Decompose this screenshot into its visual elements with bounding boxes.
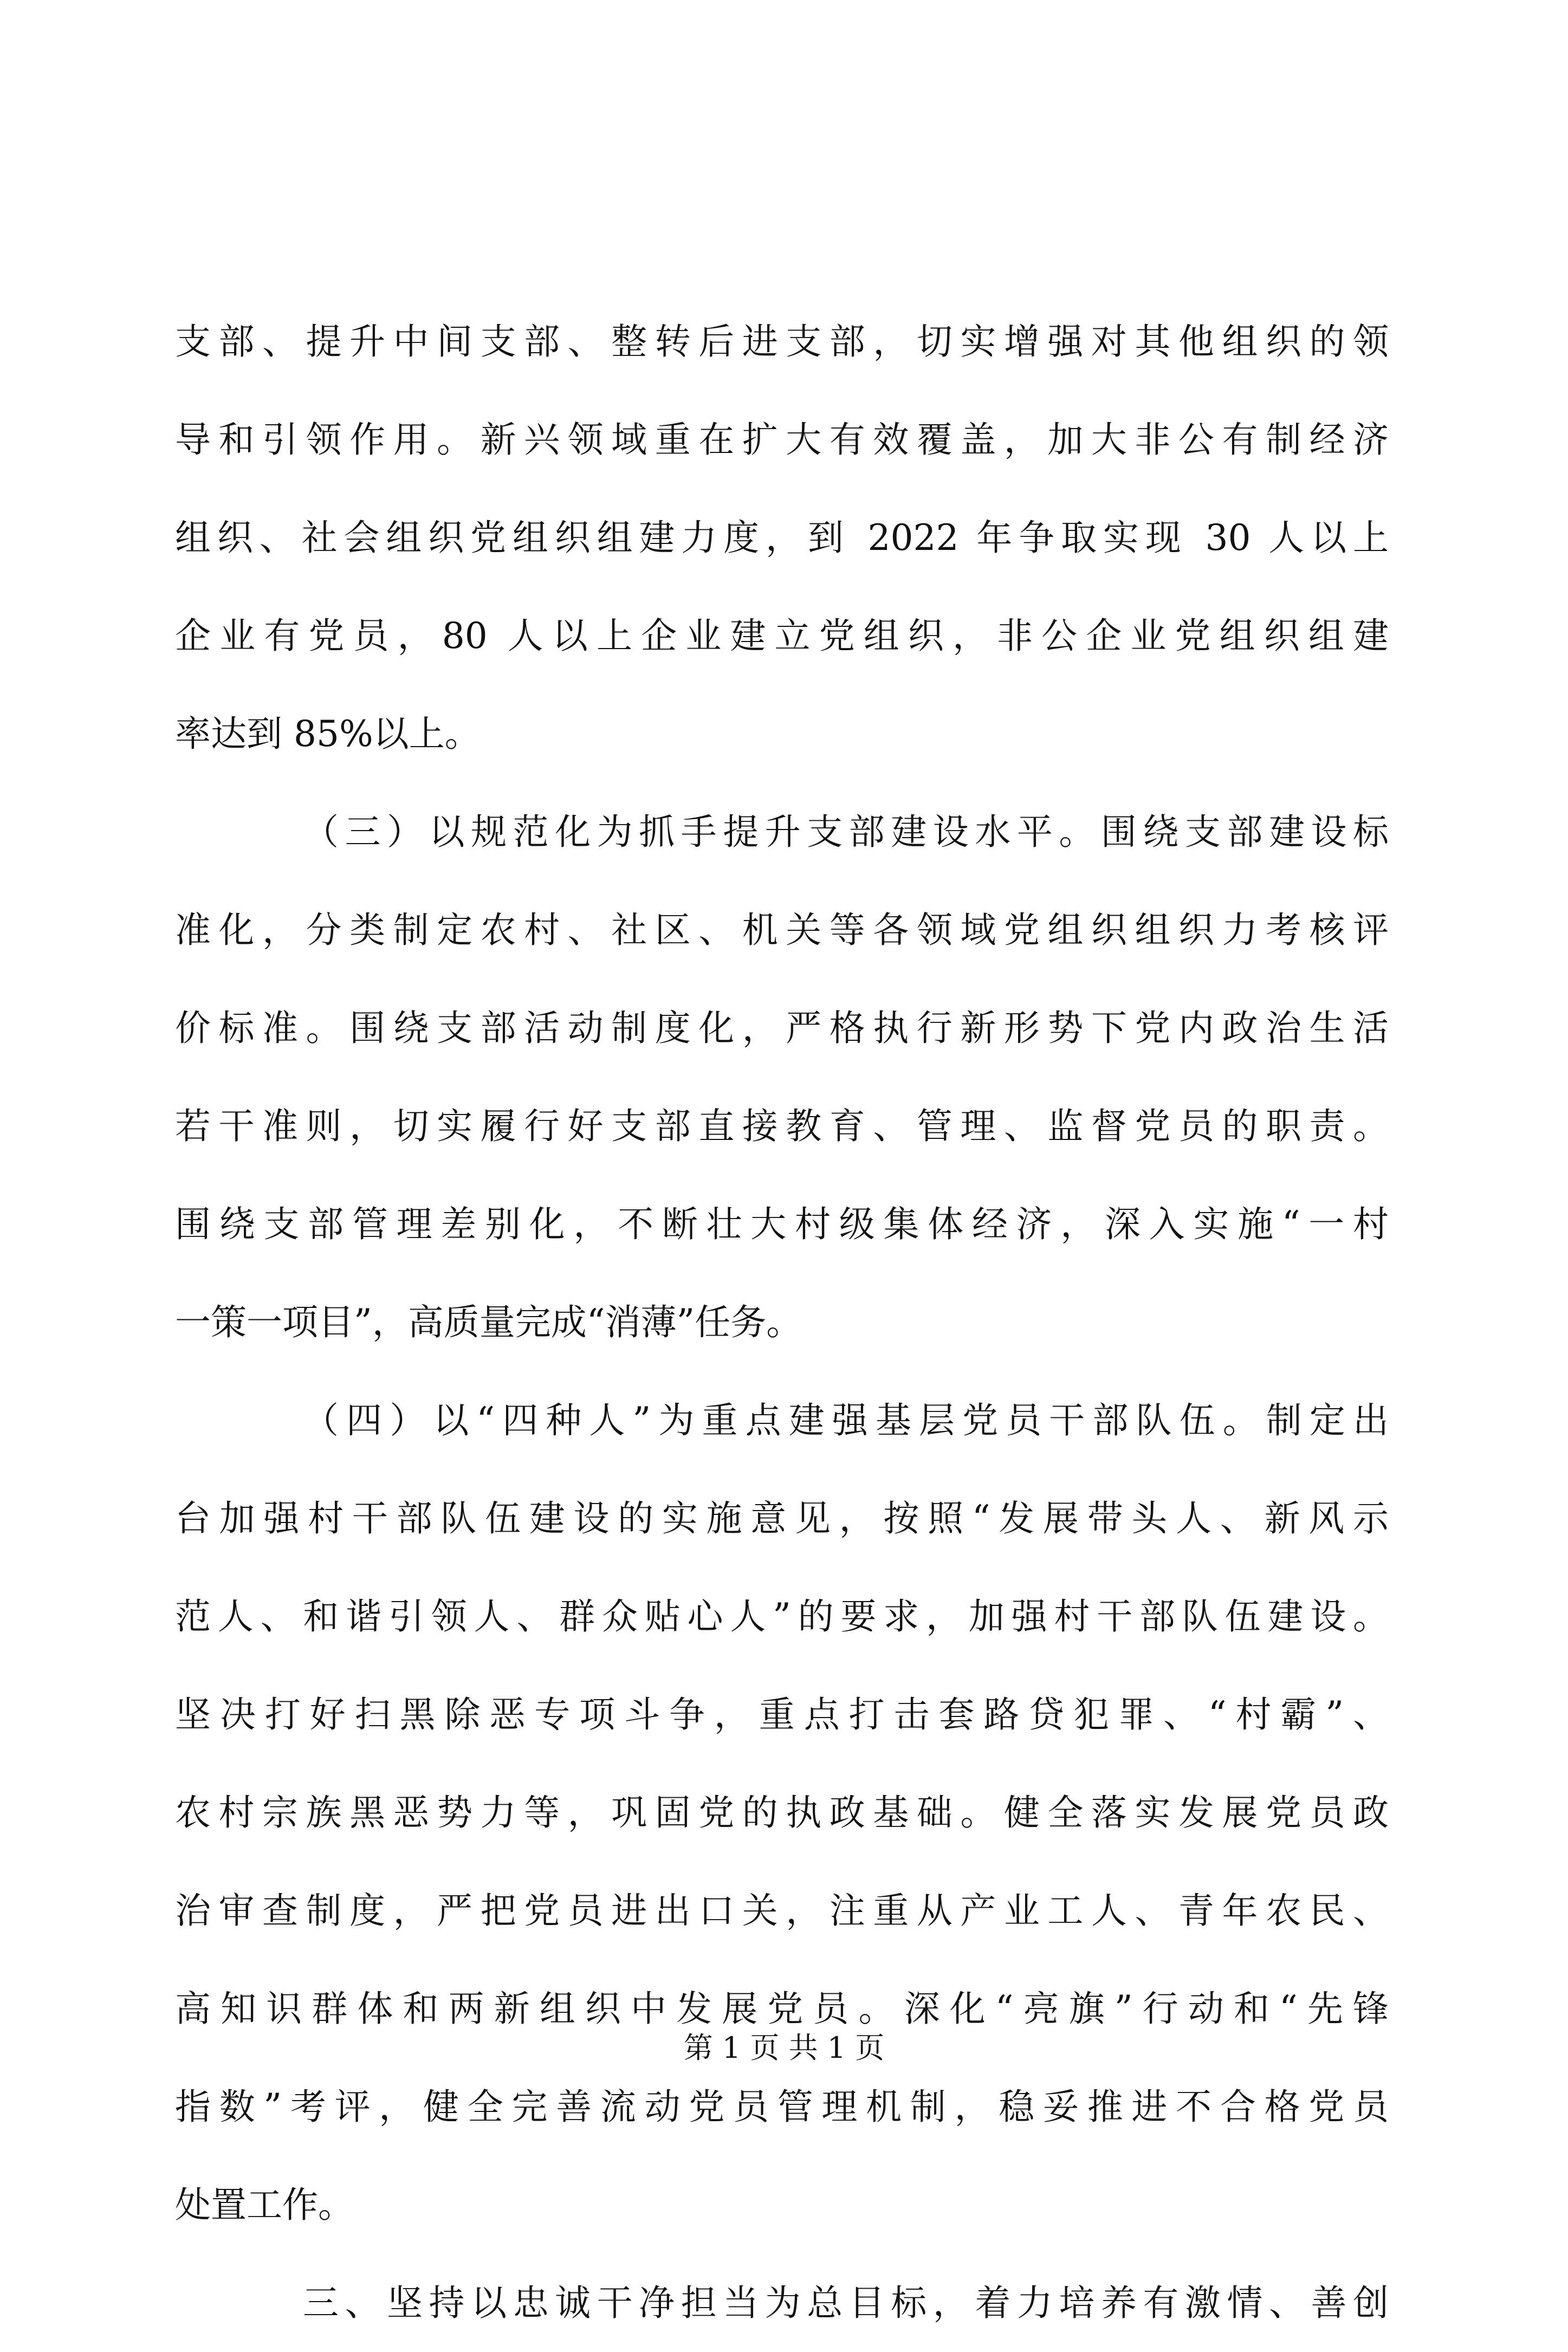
text-line: 农村宗族黑恶势力等，巩固党的执政基础。健全落实发展党员政: [175, 1792, 1389, 1833]
text-line: 处置工作。: [175, 2184, 354, 2226]
text-line: 一策一项目”，高质量完成“消薄”任务。: [175, 1301, 802, 1343]
text-line: 治审查制度，严把党员进出口关，注重从产业工人、青年农民、: [175, 1890, 1389, 1932]
text-line: 高知识群体和两新组织中发展党员。深化“亮旗”行动和“先锋: [175, 1988, 1389, 2030]
text-line: 价标准。围绕支部活动制度化，严格执行新形势下党内政治生活: [175, 1007, 1389, 1049]
text-line: 台加强村干部队伍建设的实施意见，按照“发展带头人、新风示: [175, 1498, 1389, 1539]
text-line: 导和引领作用。新兴领域重在扩大有效覆盖，加大非公有制经济: [175, 419, 1389, 461]
text-line: 坚决打好扫黑除恶专项斗争，重点打击套路贷犯罪、“村霸”、: [175, 1694, 1389, 1735]
text-line: 指数”考评，健全完善流动党员管理机制，稳妥推进不合格党员: [175, 2086, 1389, 2128]
text-line: 若干准则，切实履行好支部直接教育、管理、监督党员的职责。: [175, 1105, 1389, 1147]
text-line: 率达到 85%以上。: [175, 713, 481, 755]
text-line: 支部、提升中间支部、整转后进支部，切实增强对其他组织的领: [175, 321, 1389, 362]
paragraph-heading-line: （三）以规范化为抓手提升支部建设水平。围绕支部建设标: [303, 811, 1389, 853]
text-line: 范人、和谐引领人、群众贴心人”的要求，加强村干部队伍建设。: [175, 1596, 1389, 1637]
text-line: 企业有党员，80 人以上企业建立党组织，非公企业党组织组建: [175, 615, 1389, 657]
page-number-footer: 第 1 页 共 1 页: [683, 2031, 885, 2065]
section-heading-line: 三、坚持以忠诚干净担当为总目标，着力培养有激情、善创: [303, 2282, 1389, 2324]
paragraph-heading-line: （四）以“四种人”为重点建强基层党员干部队伍。制定出: [303, 1399, 1389, 1441]
text-line: 准化，分类制定农村、社区、机关等各领域党组织组织力考核评: [175, 909, 1389, 951]
text-line: 围绕支部管理差别化，不断壮大村级集体经济，深入实施“一村: [175, 1203, 1389, 1245]
text-line: 组织、社会组织党组织组建力度，到 2022 年争取实现 30 人以上: [175, 517, 1389, 559]
